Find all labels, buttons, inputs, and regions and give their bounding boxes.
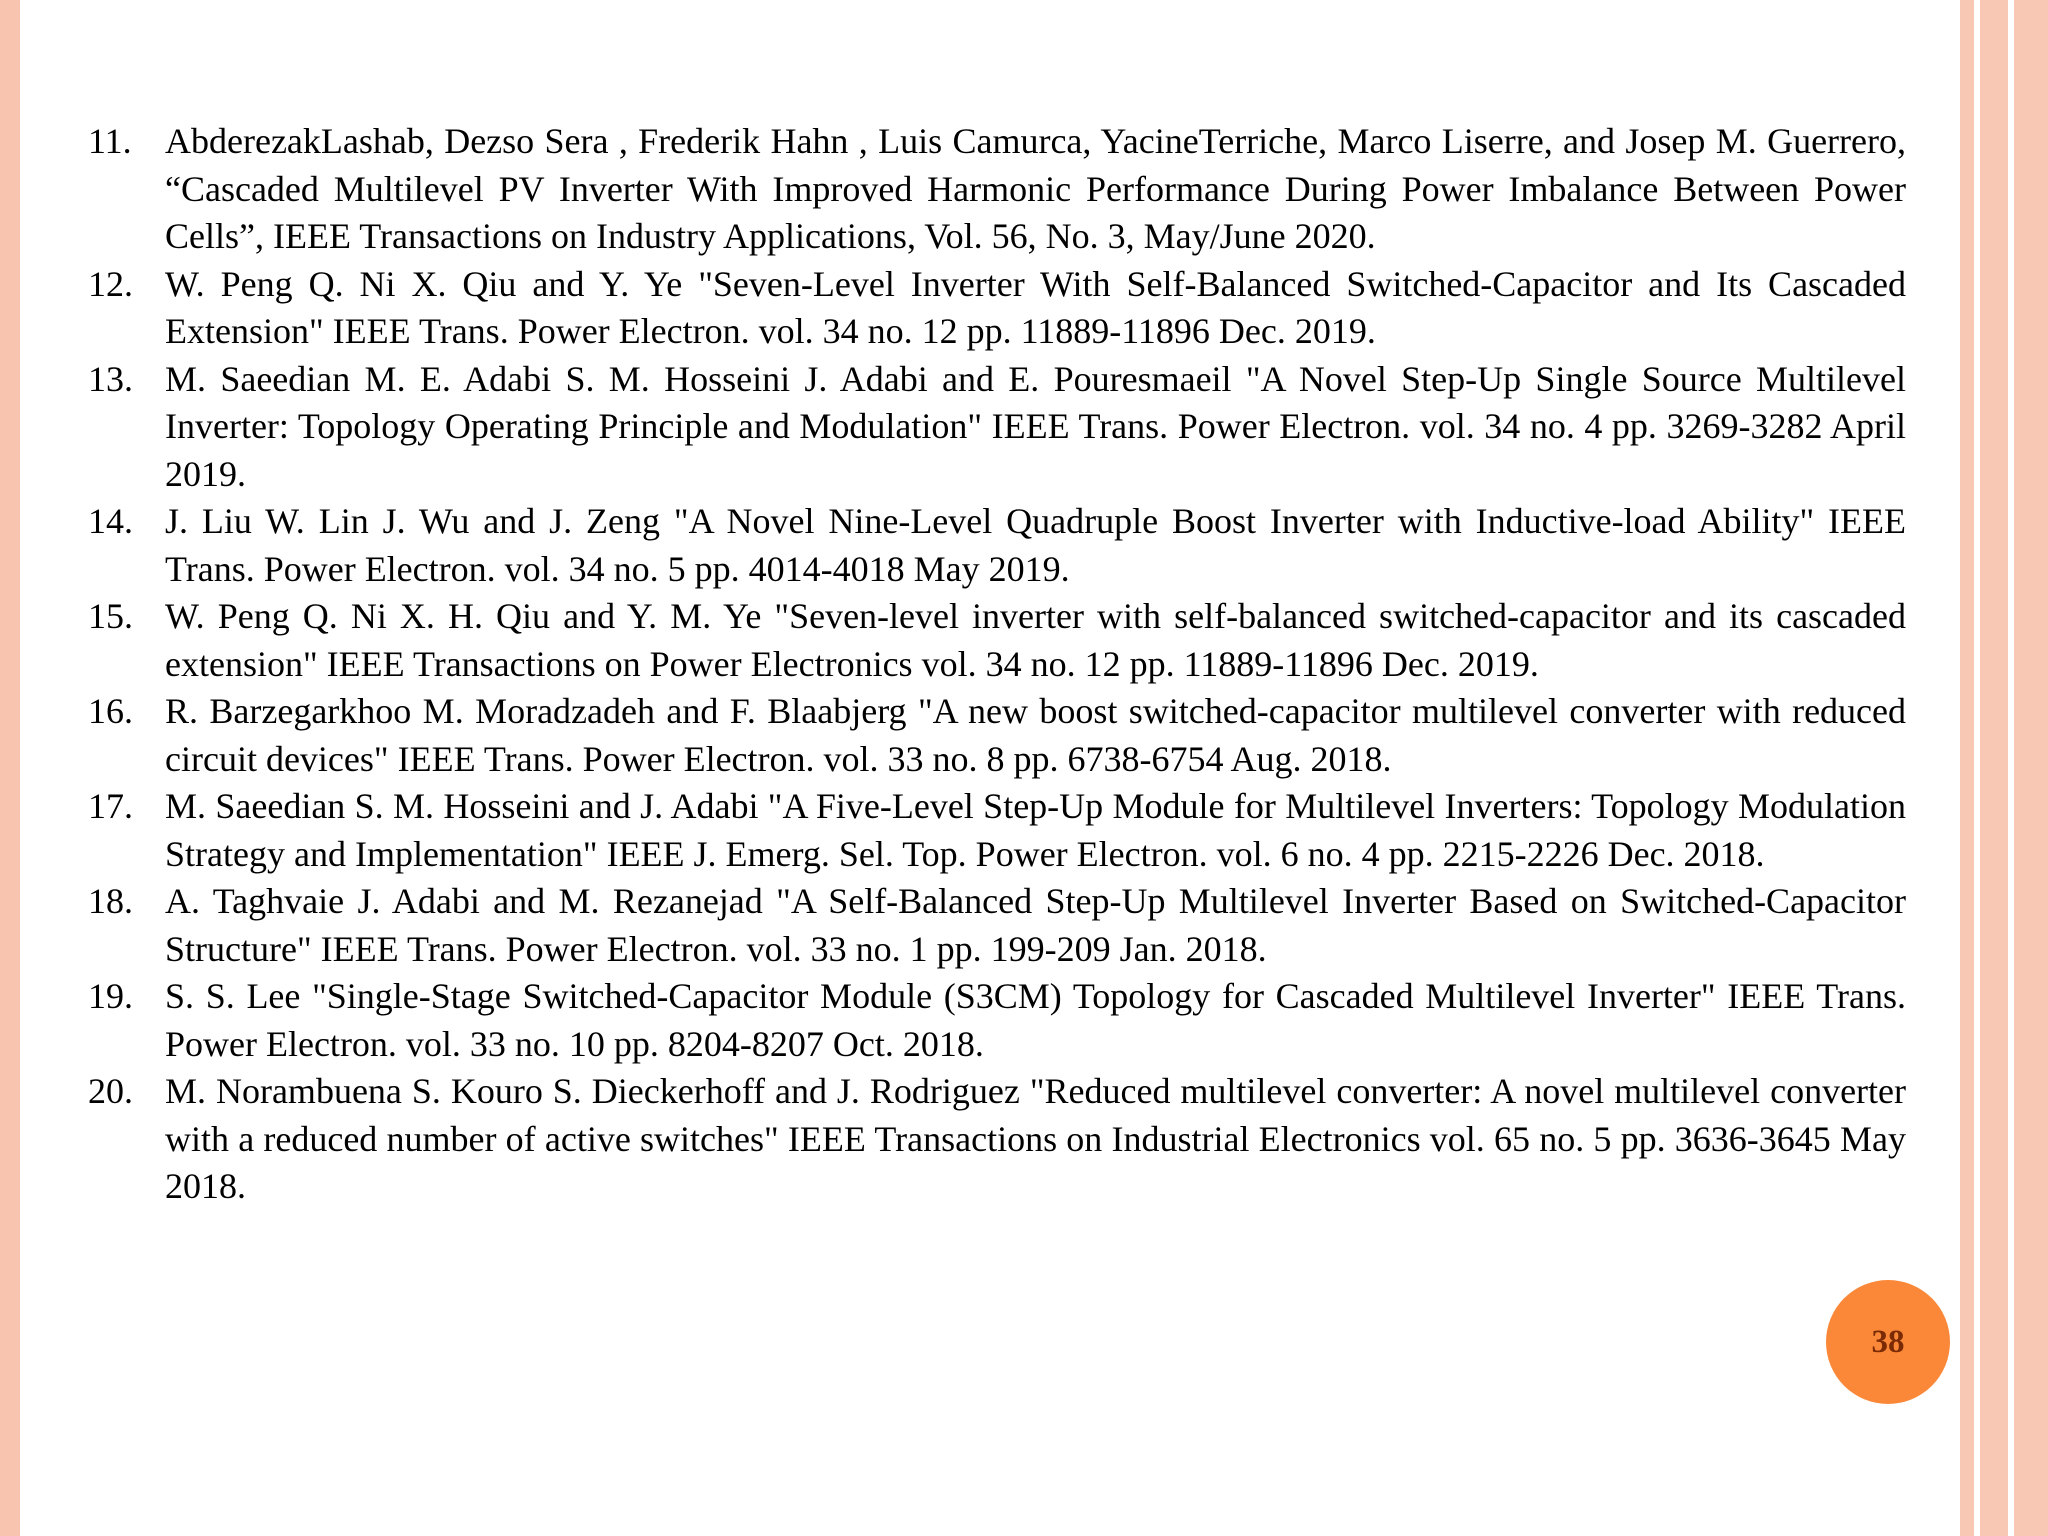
reference-item: [88, 878, 1906, 973]
reference-number: 19.: [88, 976, 133, 1016]
reference-number: 20.: [88, 1071, 133, 1111]
page-number-badge: [1826, 1280, 1950, 1404]
reference-number: 13.: [88, 358, 133, 399]
reference-item: [88, 783, 1906, 878]
reference-text: M. Saeedian S. M. Hosseini and J. Adabi "A Five-Level Step-Up Module for Multilevel Inverters: Topology Modulation Strategy and Implementation" IEEE J. Emerg. Sel. Top. Power Electron. vol. 6 no. 4 pp. 2215-2226 Dec. 2018.: [165, 786, 1906, 874]
reference-number: 14.: [88, 501, 133, 541]
reference-number: 11.: [88, 121, 132, 161]
reference-text: M. Saeedian M. E. Adabi S. M. Hosseini J. Adabi and E. Pouresmaeil "A Novel Step-Up Single Source Multilevel Inverter: Topology Operating Principle and Modulation" IEEE Trans. Power Electron. vol. 34 no. 4 pp. 3269-3282 April 2019.: [165, 358, 1906, 494]
reference-item: [88, 118, 1906, 261]
reference-item: [88, 973, 1906, 1068]
reference-text: J. Liu W. Lin J. Wu and J. Zeng "A Novel Nine-Level Quadruple Boost Inverter with Inductive-load Ability" IEEE Trans. Power Electron. vol. 34 no. 5 pp. 4014-4018 May 2019.: [165, 501, 1906, 589]
page-number: 38: [1871, 1323, 1905, 1360]
reference-number: 16.: [88, 691, 133, 731]
reference-number: 17.: [88, 786, 133, 826]
reference-number: 18.: [88, 881, 133, 921]
reference-text: R. Barzegarkhoo M. Moradzadeh and F. Blaabjerg "A new boost switched-capacitor multilevel converter with reduced circuit devices" IEEE Trans. Power Electron. vol. 33 no. 8 pp. 6738-6754 Aug. 2018.: [165, 691, 1906, 779]
reference-text: A. Taghvaie J. Adabi and M. Rezanejad "A Self-Balanced Step-Up Multilevel Inverter Based on Switched-Capacitor Structure" IEEE Trans. Power Electron. vol. 33 no. 1 pp. 199-209 Jan. 2018.: [165, 881, 1906, 969]
reference-item: [88, 356, 1906, 499]
reference-item: [88, 498, 1906, 593]
reference-text: M. Norambuena S. Kouro S. Dieckerhoff and J. Rodriguez "Reduced multilevel converter: A novel multilevel converter with a reduced number of active switches" IEEE Transactions on Industrial Electronics vol. 65 no. 5 pp. 3636-3645 May 2018.: [165, 1071, 1906, 1206]
right-border-stripe: [1960, 0, 1974, 1536]
reference-text: W. Peng Q. Ni X. Qiu and Y. Ye "Seven-Level Inverter With Self-Balanced Switched-Capacitor and Its Cascaded Extension" IEEE Trans. Power Electron. vol. 34 no. 12 pp. 11889-11896 Dec. 2019.: [165, 263, 1906, 351]
reference-item: [88, 688, 1906, 783]
reference-number: 12.: [88, 263, 133, 304]
reference-list: [88, 118, 1906, 1211]
reference-item: [88, 593, 1906, 688]
right-border-stripe: [2014, 0, 2048, 1536]
reference-number: 15.: [88, 596, 133, 636]
reference-text: AbderezakLashab, Dezso Sera , Frederik Hahn , Luis Camurca, YacineTerriche, Marco Liserre, and Josep M. Guerrero, “Cascaded Multilevel PV Inverter With Improved Harmonic Performance During Power Imbalance Between Power Cells”, IEEE Transactions on Industry Applications, Vol. 56, No. 3, May/June 2020.: [165, 121, 1906, 256]
left-border-strip: [0, 0, 20, 1536]
reference-text: W. Peng Q. Ni X. H. Qiu and Y. M. Ye "Seven-level inverter with self-balanced switched-capacitor and its cascaded extension" IEEE Transactions on Power Electronics vol. 34 no. 12 pp. 11889-11896 Dec. 2019.: [165, 596, 1906, 684]
right-border-stripe: [1980, 0, 2008, 1536]
reference-text: S. S. Lee "Single-Stage Switched-Capacitor Module (S3CM) Topology for Cascaded Multilevel Inverter" IEEE Trans. Power Electron. vol. 33 no. 10 pp. 8204-8207 Oct. 2018.: [165, 976, 1906, 1064]
reference-item: [88, 261, 1906, 356]
reference-item: [88, 1068, 1906, 1211]
